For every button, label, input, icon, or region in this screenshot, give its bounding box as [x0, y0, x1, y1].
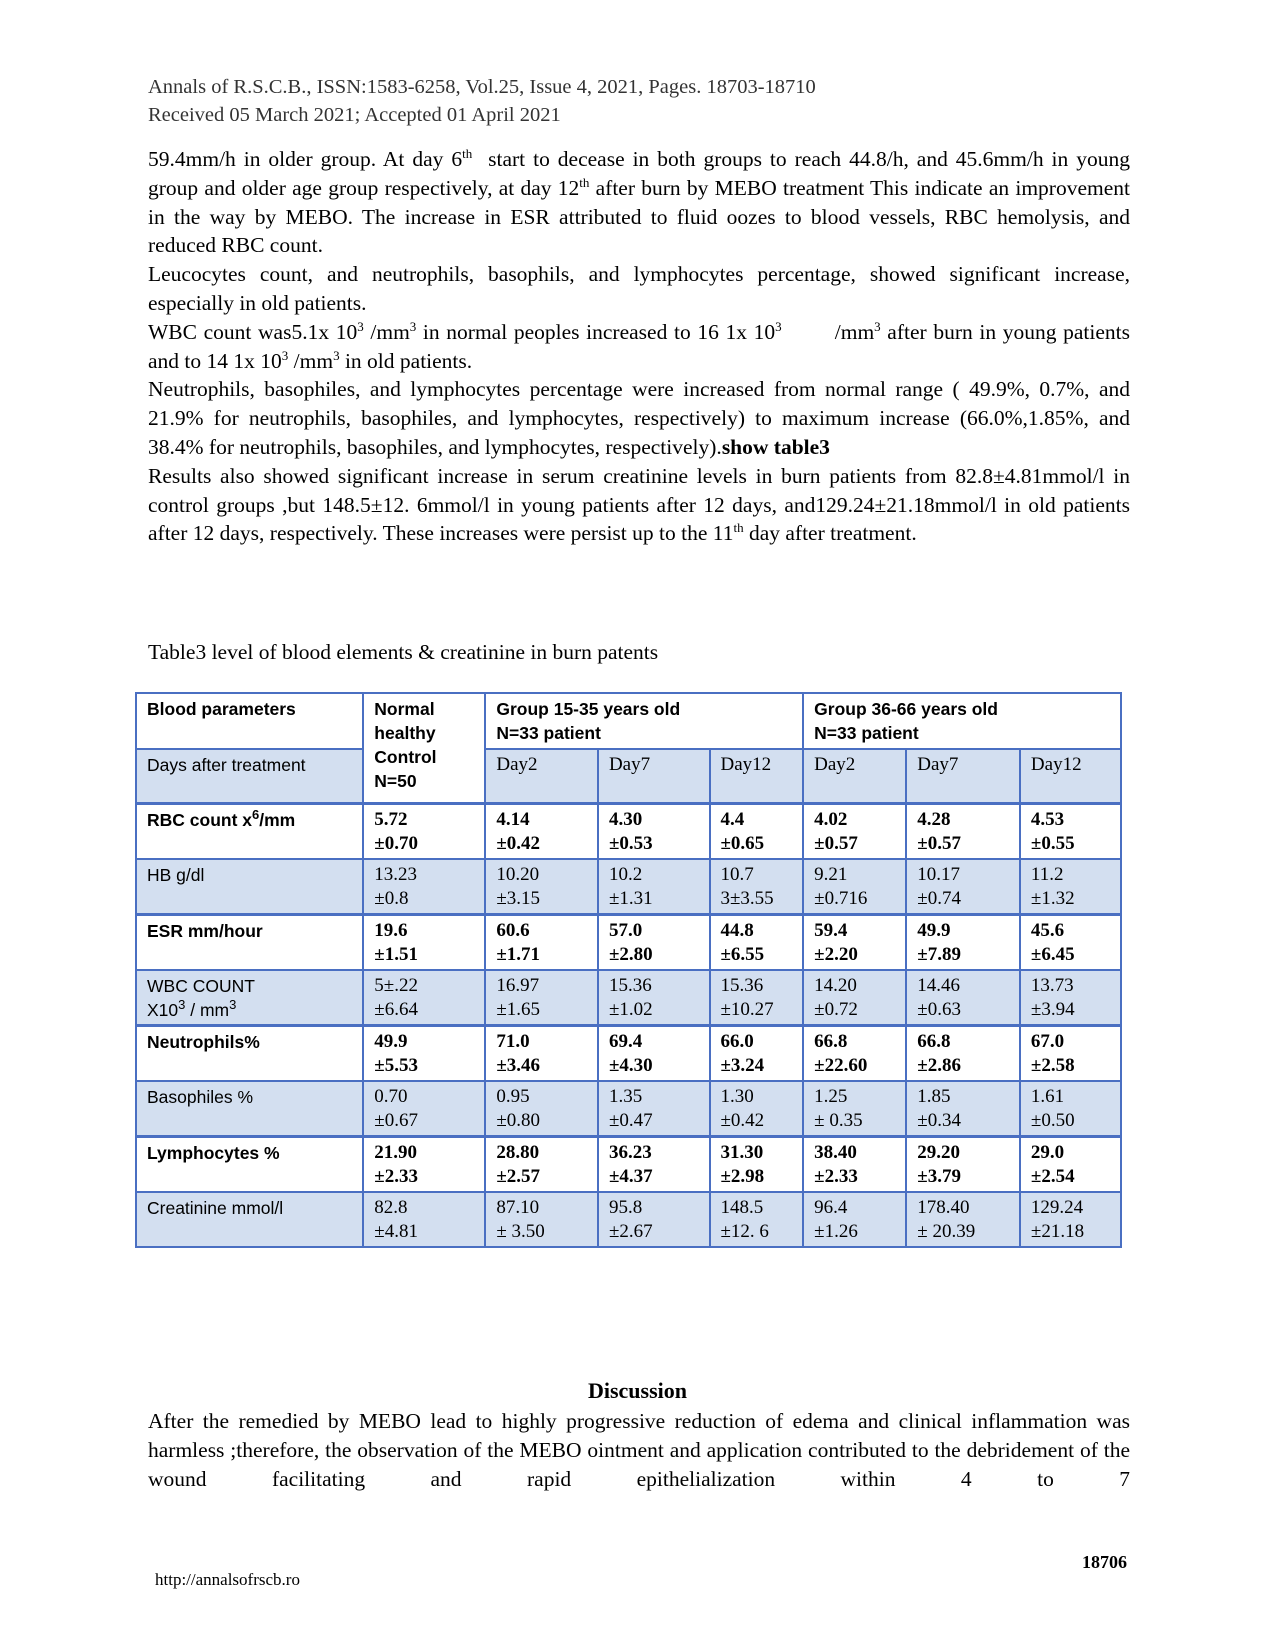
table-cell: 19.6 ±1.51 — [363, 914, 485, 970]
table-cell: 14.46 ±0.63 — [906, 970, 1020, 1026]
table-cell: 13.73 ±3.94 — [1020, 970, 1121, 1026]
table-cell: 4.53 ±0.55 — [1020, 803, 1121, 859]
table-cell: 5.72 ±0.70 — [363, 803, 485, 859]
table-cell: 148.5 ±12. 6 — [710, 1192, 804, 1247]
table-cell: 16.97 ±1.65 — [485, 970, 598, 1026]
header-group-old: Group 36-66 years old N=33 patient — [803, 693, 1121, 749]
table-row — [136, 914, 1121, 970]
table-cell: 1.30 ±0.42 — [710, 1081, 804, 1137]
table-cell: 10.2 ±1.31 — [598, 859, 710, 915]
table-row — [136, 1192, 1121, 1247]
footer-url: http://annalsofrscb.ro — [155, 1570, 300, 1589]
blood-parameters-table — [135, 692, 1122, 1248]
table-cell: 57.0 ±2.80 — [598, 914, 710, 970]
table-cell: 9.21 ±0.716 — [803, 859, 906, 915]
table-cell: 38.40 ±2.33 — [803, 1136, 906, 1192]
table-row — [136, 859, 1121, 915]
table-cell: 4.14 ±0.42 — [485, 803, 598, 859]
table-cell: 15.36 ±10.27 — [710, 970, 804, 1026]
row-label: Lymphocytes % — [136, 1136, 363, 1192]
body-text — [148, 145, 1136, 548]
discussion-text: After the remedied by MEBO lead to highly progressive reduction of edema and clinical inflammation was harmless ;therefore, the observation of the MEBO ointment and application contributed to the debridement of the wound facilitating and rapid epithelialization within 4 to 7 — [148, 1409, 1130, 1491]
table-cell: 71.0 ±3.46 — [485, 1025, 598, 1081]
table-row — [136, 1136, 1121, 1192]
table-cell: 36.23 ±4.37 — [598, 1136, 710, 1192]
table-row — [136, 1081, 1121, 1137]
table-cell: 45.6 ±6.45 — [1020, 914, 1121, 970]
header-dates: Received 05 March 2021; Accepted 01 April 2021 — [148, 104, 561, 126]
table-cell: 29.20 ±3.79 — [906, 1136, 1020, 1192]
row-label: Creatinine mmol/l — [136, 1192, 363, 1247]
table-caption: Table3 level of blood elements & creatinine in burn patents — [148, 640, 659, 664]
journal-header — [148, 73, 816, 129]
table-cell: 87.10 ± 3.50 — [485, 1192, 598, 1247]
table-cell: 21.90 ±2.33 — [363, 1136, 485, 1192]
table-cell: 4.02 ±0.57 — [803, 803, 906, 859]
row-label: RBC count $x^6/mm$ — [136, 803, 363, 859]
paragraph-creatinine: Results also showed significant increase in serum creatinine levels in burn patients from 82.8±4.81mmol/l in control groups ,but 148.5±12. 6mmol/l in young patients after 12 days, and129.24±21.18mmol/l in old patients after 12 days, respectively. These increases were persist up to the 11th day after treatment. — [148, 463, 1130, 546]
table-reference: show table3 — [721, 434, 830, 459]
table-cell: 11.2 ±1.32 — [1020, 859, 1121, 915]
table-cell: 4.28 ±0.57 — [906, 803, 1020, 859]
table-cell: 4.30 ±0.53 — [598, 803, 710, 859]
table-cell: 10.20 ±3.15 — [485, 859, 598, 915]
table-cell: 1.85 ±0.34 — [906, 1081, 1020, 1137]
discussion-heading: Discussion — [587, 1378, 688, 1403]
page-number: 18706 — [1082, 1552, 1127, 1572]
table-cell: 10.17 ±0.74 — [906, 859, 1020, 915]
row-label: WBC COUNT $X10^3 / mm^3$ — [136, 970, 363, 1026]
table-cell: 44.8 ±6.55 — [710, 914, 804, 970]
header-blood-parameters: Blood parameters — [136, 693, 363, 749]
table-cell: 66.8 ±22.60 — [803, 1025, 906, 1081]
header-day: Day7 — [598, 749, 710, 803]
header-citation: Annals of R.S.C.B., ISSN:1583-6258, Vol.25, Issue 4, 2021, Pages. 18703-18710 — [148, 76, 816, 98]
table-row — [136, 970, 1121, 1026]
table-cell: 31.30 ±2.98 — [710, 1136, 804, 1192]
row-label: HB g/dl — [136, 859, 363, 915]
table-cell: 15.36 ±1.02 — [598, 970, 710, 1026]
table-row — [136, 1025, 1121, 1081]
table-cell: 96.4 ±1.26 — [803, 1192, 906, 1247]
header-day: Day7 — [906, 749, 1020, 803]
table-cell: 66.8 ±2.86 — [906, 1025, 1020, 1081]
row-label: ESR mm/hour — [136, 914, 363, 970]
paragraph-leucocytes: Leucocytes count, and neutrophils, basophils, and lymphocytes percentage, showed significant increase, especially in old patients. — [148, 262, 1130, 315]
table-cell: 69.4 ±4.30 — [598, 1025, 710, 1081]
header-day: Day2 — [485, 749, 598, 803]
paragraph-neutrophils: Neutrophils, basophiles, and lymphocytes percentage were increased from normal range ( 49.9%, 0.7%, and 21.9% for neutrophils, basophiles, and lymphocytes, respectively) to maximum increase (66.0%,1.85%, and 38.4% for neutrophils, basophiles, and lymphocytes, respectively).show table3 — [148, 377, 1130, 459]
table-cell: 5±.22 ±6.64 — [363, 970, 485, 1026]
table-cell: 13.23 ±0.8 — [363, 859, 485, 915]
table-cell: 95.8 ±2.67 — [598, 1192, 710, 1247]
row-label: Basophiles % — [136, 1081, 363, 1137]
table-row — [136, 803, 1121, 859]
table-cell: 14.20 ±0.72 — [803, 970, 906, 1026]
header-days-after-treatment: Days after treatment — [136, 749, 363, 803]
header-day: Day12 — [1020, 749, 1121, 803]
table-cell: 10.7 3±3.55 — [710, 859, 804, 915]
table-cell: 82.8 ±4.81 — [363, 1192, 485, 1247]
table-cell: 60.6 ±1.71 — [485, 914, 598, 970]
table-cell: 28.80 ±2.57 — [485, 1136, 598, 1192]
paragraph-esr: 59.4mm/h in older group. At day 6th start to decease in both groups to reach 44.8/h, and 45.6mm/h in young group and older age group respectively, at day 12th after burn by MEBO treatment This indicate an improvement in the way by MEBO. The increase in ESR attributed to fluid oozes to blood vessels, RBC hemolysis, and reduced RBC count. — [148, 145, 1136, 258]
table-cell: 49.9 ±5.53 — [363, 1025, 485, 1081]
table-cell: 67.0 ±2.58 — [1020, 1025, 1121, 1081]
table-cell: 0.95 ±0.80 — [485, 1081, 598, 1137]
table-cell: 59.4 ±2.20 — [803, 914, 906, 970]
table-cell: 178.40 ± 20.39 — [906, 1192, 1020, 1247]
row-label: Neutrophils% — [136, 1025, 363, 1081]
header-group-young: Group 15-35 years old N=33 patient — [485, 693, 803, 749]
table-cell: 29.0 ±2.54 — [1020, 1136, 1121, 1192]
table-cell: 0.70 ±0.67 — [363, 1081, 485, 1137]
table-cell: 129.24 ±21.18 — [1020, 1192, 1121, 1247]
table-cell: 1.25 ± 0.35 — [803, 1081, 906, 1137]
table-cell: 66.0 ±3.24 — [710, 1025, 804, 1081]
table-cell: 1.61 ±0.50 — [1020, 1081, 1121, 1137]
header-control: Normal healthy Control N=50 — [363, 693, 485, 803]
table-cell: 4.4 ±0.65 — [710, 803, 804, 859]
table-cell: 1.35 ±0.47 — [598, 1081, 710, 1137]
table-cell: 49.9 ±7.89 — [906, 914, 1020, 970]
header-day: Day2 — [803, 749, 906, 803]
header-day: Day12 — [710, 749, 804, 803]
paragraph-wbc: WBC count was5.1x $10^3$ $/mm^3$ in normal peoples increased to 16 1x $10^3$ $/mm^3$ after burn in young patients and to 14 1x $10^3$ $/mm^3$ in old patients. — [148, 318, 1131, 373]
